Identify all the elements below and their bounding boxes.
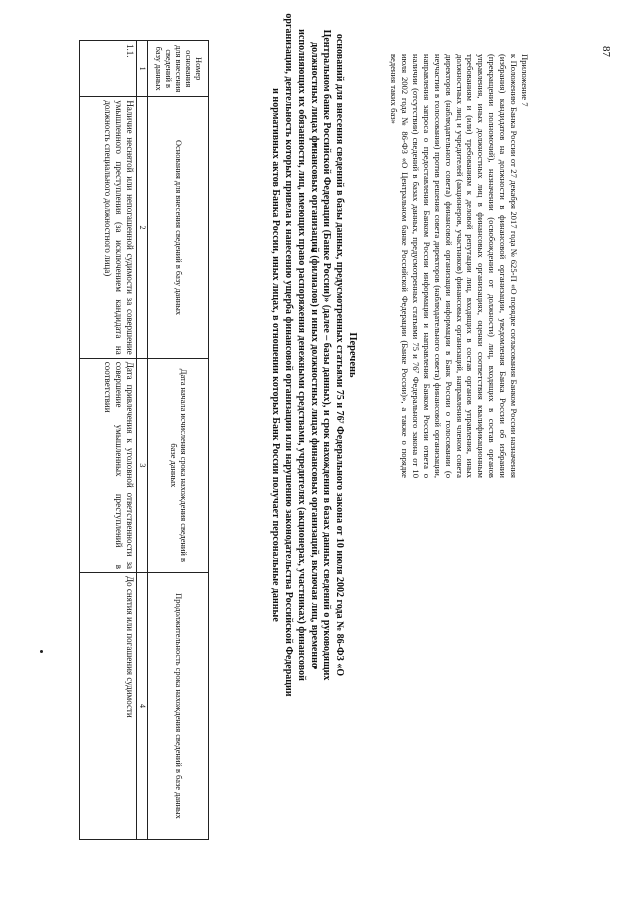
header-cell: Продолжительность срока нахождения сведений в базе данных bbox=[148, 573, 209, 840]
appendix-label: Приложение 7 bbox=[520, 54, 530, 107]
appendix-text: к Положению Банка России от 27 декабря 2017 года № 625-П «О порядке согласования Банком России назначения (избрания) кандидатов на должности в финансовой организации, уведомления Банка России об избрании (прекращении полномочий), назначении (освобождении от должности) лиц, входящих в состав органов управления, иных должностных лиц в финансовых организациях, оценки соответствия квалификационным требованиям и (или) требованиям к деловой репутации лиц, входящих в состав органов управления, иных должностных лиц и учредителей (акционеров, участников) финансовых организаций, направления членом совета директоров (наблюдательного совета) финансовой организации информации в Банк России о голосовании (о неучастии в голосовании) против решения совета директоров (наблюдательного совета) финансовой организации, направления запроса о предоставлении Банком России информации и направления Банком России ответа о наличии (отсутствии) сведений в базах данных, предусмотренных статьями 75 и 76⁷ Федерального закона от 10 июля 2002 года № 86-ФЗ «О Центральном банке Российской Федерации (Банке России)», а также о порядке ведения таких баз» bbox=[389, 54, 520, 478]
row-basis: Наличие неснятой или непогашенной судимости за совершение умышленного преступления (за исключением кандидата на должность специального должностного лица) bbox=[80, 97, 137, 358]
header-cell: Номер основания для внесения сведений в базу данных bbox=[148, 41, 209, 97]
header-cell: Дата начала исчисления срока нахождения сведений в базе данных bbox=[148, 358, 209, 572]
table-header-row bbox=[148, 41, 209, 840]
header-cell: Основания для внесения сведений в базу данных bbox=[148, 97, 209, 358]
column-number: 2 bbox=[137, 97, 148, 358]
column-number: 1 bbox=[137, 41, 148, 97]
basis-table bbox=[79, 40, 209, 840]
row-start-date: Дата привлечения к уголовной ответственности за совершение умышленных преступлений в соответствии bbox=[80, 358, 137, 572]
title-word: Перечень bbox=[347, 332, 358, 378]
column-number: 3 bbox=[137, 358, 148, 572]
row-duration: До снятия или погашения судимости bbox=[80, 573, 137, 840]
column-number-row bbox=[137, 41, 148, 840]
row-number: 1.1. bbox=[80, 41, 137, 97]
title-text: оснований для внесения сведений в базы данных, предусмотренных статьями 75 и 76⁷ Федерального закона от 10 июля 2002 года № 86-ФЗ «О Центральном банке Российской Федерации (Банке России)» (далее – базы данных), и срок нахождения в базах данных сведений о руководящих должностных лицах финансовых организаций (филиалов) и иных должностных лицах финансовых организаций, включая лиц, временно исполняющих их обязанности, лиц, имеющих право распоряжения денежными средствами, учредителях (акционерах, участниках) финансовой организации, деятельность которых привела к нанесению ущерба финансовой организации или нарушению законодательства Российской Федерации и нормативных актов Банка России, иных лицах, в отношении которых Банк России получает персональные данные bbox=[270, 13, 345, 697]
table-row bbox=[80, 41, 137, 840]
appendix-block bbox=[388, 54, 530, 478]
document-title bbox=[269, 10, 358, 700]
page-number: 87 bbox=[600, 46, 612, 57]
column-number: 4 bbox=[137, 573, 148, 840]
